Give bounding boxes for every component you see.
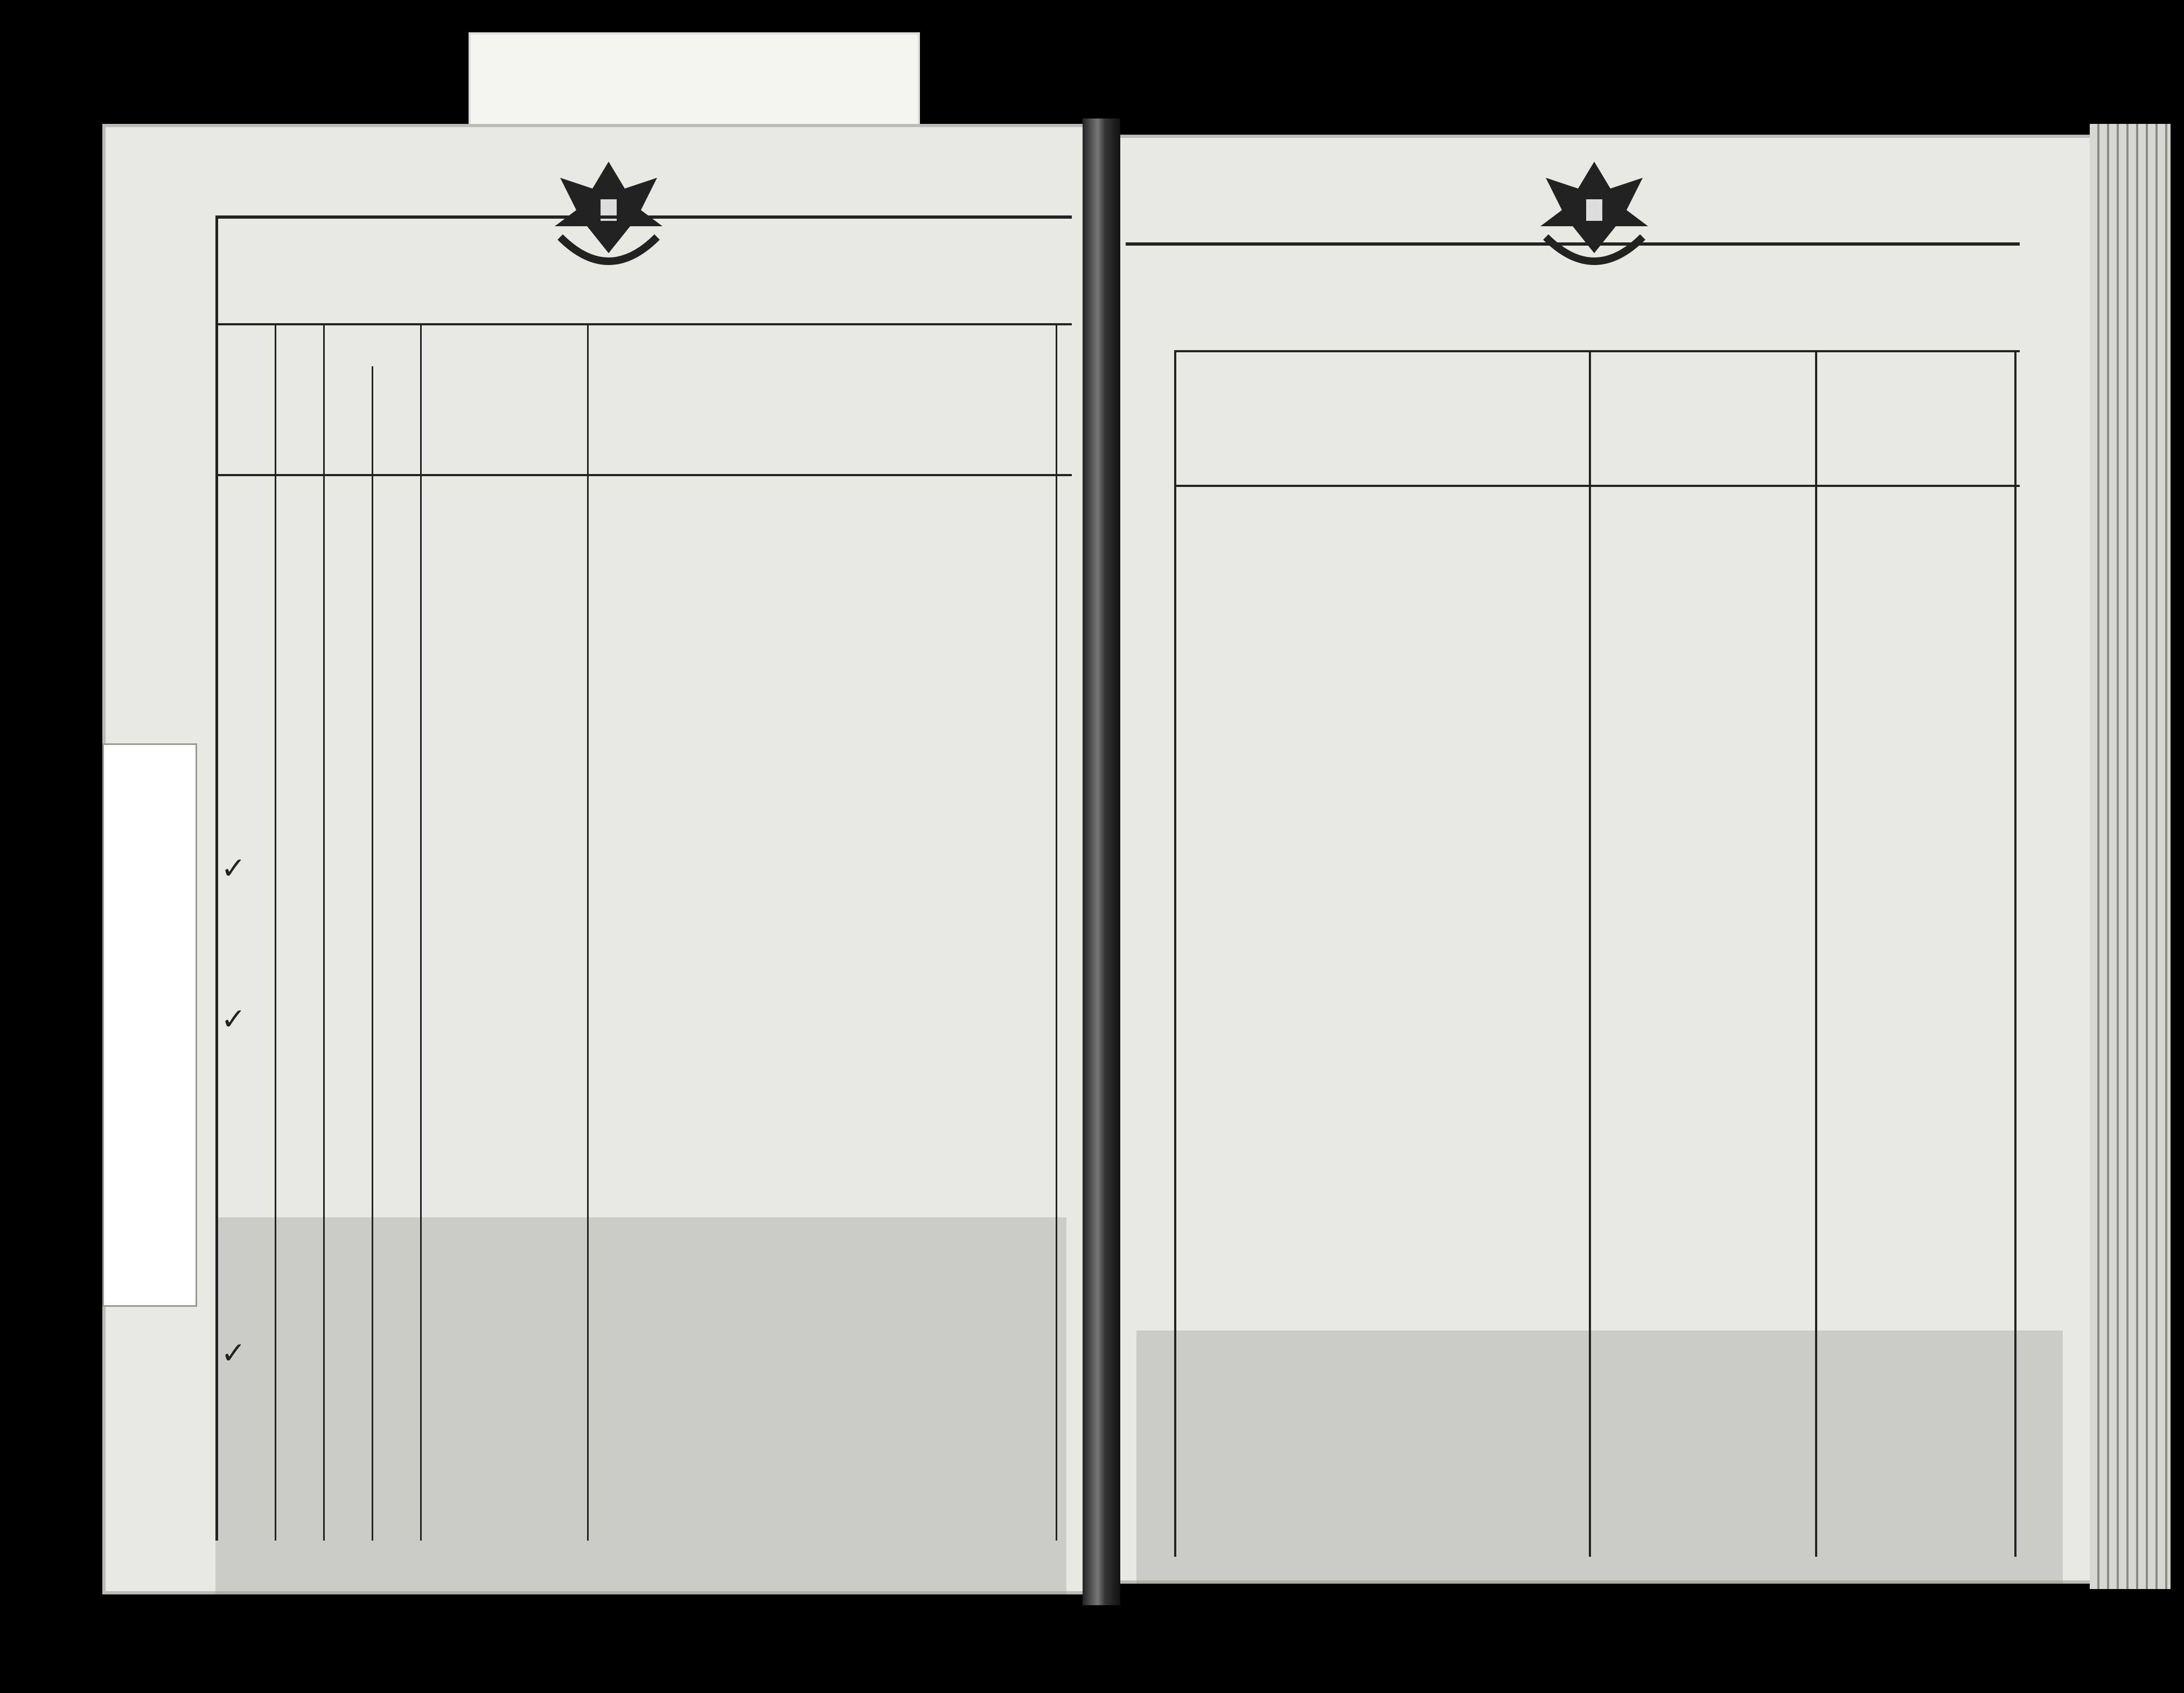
imperial-eagle-emblem-left bbox=[539, 145, 679, 280]
imperial-eagle-emblem-right bbox=[1524, 145, 1664, 280]
col-rule-4 bbox=[420, 323, 422, 1541]
page-edge-stack bbox=[2090, 124, 2171, 1589]
water-stain-right bbox=[1136, 1330, 2063, 1584]
right-header-rule bbox=[1174, 350, 2020, 352]
right-col-rule-1 bbox=[1174, 350, 1176, 1557]
right-col-rule-2 bbox=[1589, 350, 1591, 1557]
left-header-bottom-rule bbox=[215, 474, 1072, 476]
left-header-rule bbox=[215, 323, 1072, 325]
col-rule-5 bbox=[587, 323, 589, 1541]
col-rule-1 bbox=[275, 323, 276, 1541]
checkmark-3: ✓ bbox=[221, 852, 246, 886]
right-col-rule-3 bbox=[1815, 350, 1817, 1557]
refilmed-banner bbox=[469, 32, 920, 139]
col-rule-2 bbox=[323, 323, 325, 1541]
left-top-rule bbox=[215, 215, 1072, 219]
right-top-rule bbox=[1126, 242, 2020, 246]
water-damage-label bbox=[102, 743, 197, 1307]
col-rule-6 bbox=[1056, 323, 1057, 1541]
col-rule-3 bbox=[372, 366, 373, 1541]
checkmark-6: ✓ bbox=[221, 1337, 246, 1370]
left-outer-rule bbox=[215, 215, 218, 1541]
right-col-rule-4 bbox=[2014, 350, 2016, 1557]
checkmark-4: ✓ bbox=[221, 1003, 246, 1036]
book-binding bbox=[1083, 119, 1120, 1605]
water-stain-left bbox=[215, 1217, 1066, 1594]
right-header-bottom-rule bbox=[1174, 485, 2020, 487]
